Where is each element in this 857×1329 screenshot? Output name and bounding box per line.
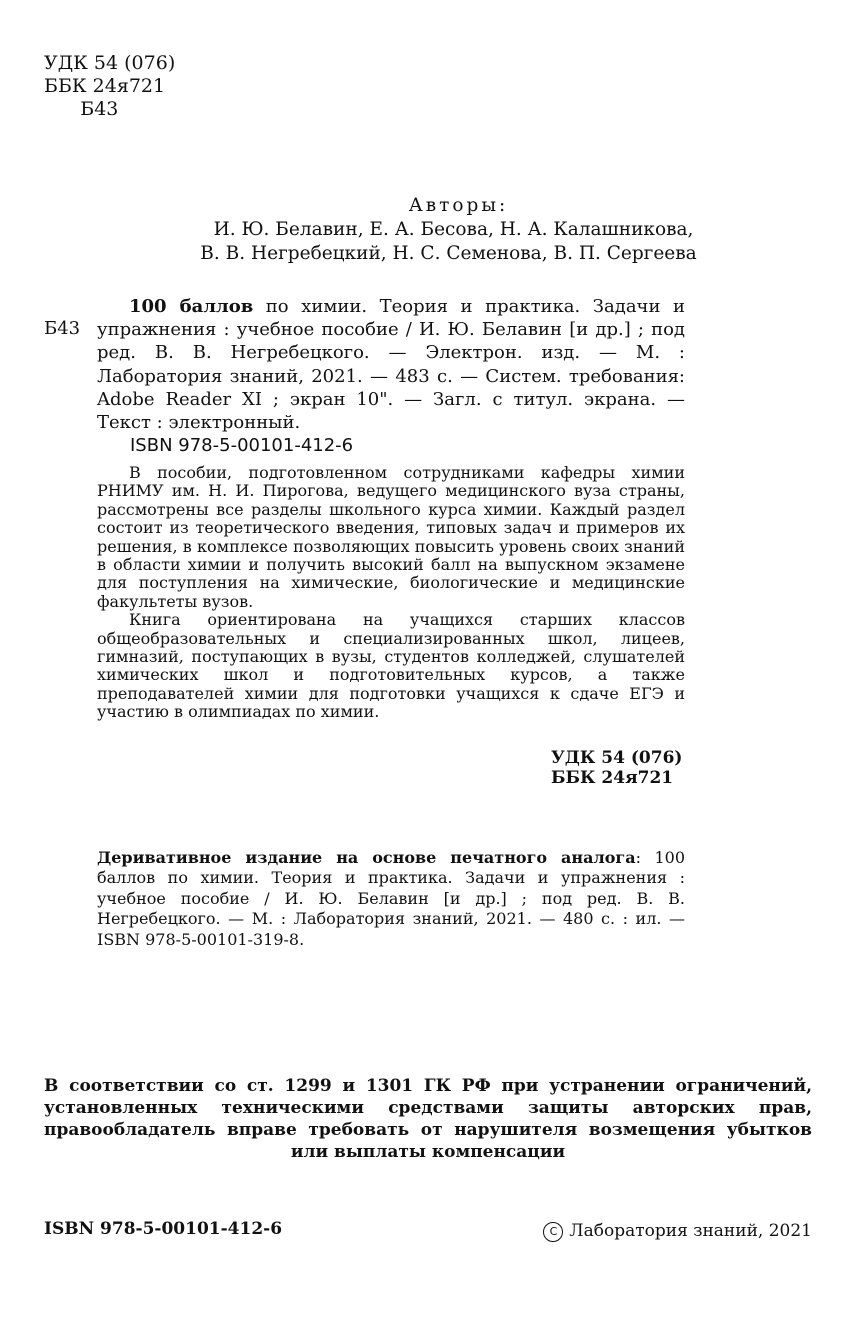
authors-line-2: В. В. Негребецкий, Н. С. Семенова, В. П. Сергеева <box>200 243 697 264</box>
annotation <box>97 464 685 722</box>
bibliographic-code: Б43 <box>44 318 81 339</box>
bibliographic-record <box>97 295 685 434</box>
authors-line-1: И. Ю. Белавин, Е. А. Бесова, Н. А. Калашникова, <box>213 219 694 240</box>
bibliographic-description: по химии. Теория и практика. Задачи и упражнения : учебное пособие / И. Ю. Белавин [и др.] ; под ред. В. В. Негребецкого. — Электрон. изд. — М. : Лаборатория знаний, 2021. — 483 с. — Систем. требования: Adobe Reader XI ; экран 10". — Загл. с титул. экрана. — Текст : электронный. <box>97 296 686 434</box>
udk-code: УДК 54 (076) <box>44 52 176 74</box>
derivative-lead: Деривативное издание на основе печатного аналога <box>97 848 636 867</box>
udk-code-right: УДК 54 (076) <box>551 748 683 768</box>
derivative-text: : 100 баллов по химии. Теория и практика. Задачи и упражнения : учебное пособие / И. Ю. Белавин [и др.] ; под ред. В. В. Негребецкого. — М. : Лаборатория знаний, 2021. — 480 с. : ил. — ISBN 978-5-00101-319-8. <box>97 848 686 949</box>
copyright-holder: Лаборатория знаний, 2021 <box>569 1221 812 1241</box>
footer-copyright <box>543 1221 812 1242</box>
bbk-code-right: ББК 24я721 <box>551 768 674 788</box>
classification-codes-right <box>551 748 682 788</box>
authors-heading: Авторы: <box>408 195 509 216</box>
annotation-paragraph-1: В пособии, подготовленном сотрудниками кафедры химии РНИМУ им. Н. И. Пирогова, ведущего медицинского вуза страны, рассмотрены все разделы школьного курса химии. Каждый раздел состоит из теоретического введения, типовых задач и примеров их решения, в комплексе позволяющих повысить уровень своих знаний в области химии и получить высокий балл на выпускном экзамене для поступления на химические, биологические и медицинские факультеты вузов. <box>97 463 685 611</box>
footer-isbn: ISBN 978-5-00101-412-6 <box>44 1219 283 1239</box>
bbk-code: ББК 24я721 <box>44 75 166 97</box>
book-title: 100 баллов <box>129 296 254 317</box>
classification-block <box>44 52 175 121</box>
isbn-record: ISBN 978-5-00101-412-6 <box>130 435 354 456</box>
author-mark: Б43 <box>44 98 119 120</box>
annotation-paragraph-2: Книга ориентирована на учащихся старших классов общеобразовательных и специализированных школ, лицеев, гимназий, поступающих в вузы, студентов колледжей, слушателей химических школ и подготовительных курсов, а также преподавателей химии для подготовки учащихся к сдаче ЕГЭ и участию в олимпиадах по химии. <box>97 610 685 722</box>
copyright-icon: C <box>543 1222 563 1242</box>
legal-notice: В соответствии со ст. 1299 и 1301 ГК РФ при устранении ограничений, установленных техническими средствами защиты авторских прав, правообладатель вправе требовать от нарушителя возмещения убытков или выплаты компенсации <box>44 1076 812 1162</box>
derivative-edition-note <box>97 848 685 950</box>
authors-block <box>0 194 857 266</box>
